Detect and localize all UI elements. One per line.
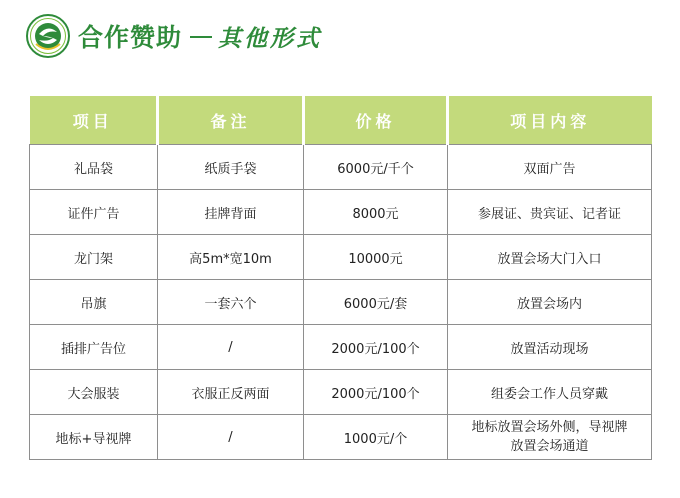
- content-cell: 组委会工作人员穿戴: [448, 370, 652, 415]
- note-cell: 衣服正反两面: [158, 370, 304, 415]
- item-cell: 龙门架: [30, 235, 158, 280]
- content-cell: 放置活动现场: [448, 325, 652, 370]
- item-cell: 大会服装: [30, 370, 158, 415]
- table-row: [30, 235, 652, 280]
- content-cell: 双面广告: [448, 145, 652, 190]
- price-cell: 8000元: [304, 190, 448, 235]
- note-cell: 纸质手袋: [158, 145, 304, 190]
- price-cell: 6000元/千个: [304, 145, 448, 190]
- table-row: [30, 415, 652, 460]
- column-header: 项目: [30, 96, 158, 145]
- note-cell: 一套六个: [158, 280, 304, 325]
- table-row: [30, 145, 652, 190]
- column-header: 备注: [158, 96, 304, 145]
- item-cell: 礼品袋: [30, 145, 158, 190]
- note-cell: /: [158, 325, 304, 370]
- table-row: [30, 280, 652, 325]
- item-cell: 吊旗: [30, 280, 158, 325]
- table-row: [30, 190, 652, 235]
- item-cell: 证件广告: [30, 190, 158, 235]
- table-row: [30, 325, 652, 370]
- content-cell: 参展证、贵宾证、记者证: [448, 190, 652, 235]
- column-header: 价格: [304, 96, 448, 145]
- price-cell: 2000元/100个: [304, 370, 448, 415]
- item-cell: 地标+导视牌: [30, 415, 158, 460]
- note-cell: 高5m*宽10m: [158, 235, 304, 280]
- price-cell: 2000元/100个: [304, 325, 448, 370]
- table-header-row: [30, 96, 652, 145]
- content-cell: [448, 415, 652, 460]
- content-cell: 放置会场内: [448, 280, 652, 325]
- sponsorship-table: [29, 96, 652, 460]
- note-cell: 挂牌背面: [158, 190, 304, 235]
- title-subtitle: 其他形式: [218, 25, 323, 52]
- content-cell: 放置会场大门入口: [448, 235, 652, 280]
- title-main: 合作赞助: [78, 23, 183, 52]
- table-row: [30, 370, 652, 415]
- page-title: [78, 18, 322, 54]
- title-dash: [190, 36, 212, 38]
- content-line: 放置会场通道: [510, 439, 589, 454]
- note-cell: /: [158, 415, 304, 460]
- column-header: 项目内容: [448, 96, 652, 145]
- content-line: 地标放置会场外侧，导视牌: [471, 420, 628, 435]
- page-header: [26, 14, 322, 58]
- item-cell: 插排广告位: [30, 325, 158, 370]
- price-cell: 1000元/个: [304, 415, 448, 460]
- price-cell: 6000元/套: [304, 280, 448, 325]
- organization-logo-icon: [26, 14, 70, 58]
- price-cell: 10000元: [304, 235, 448, 280]
